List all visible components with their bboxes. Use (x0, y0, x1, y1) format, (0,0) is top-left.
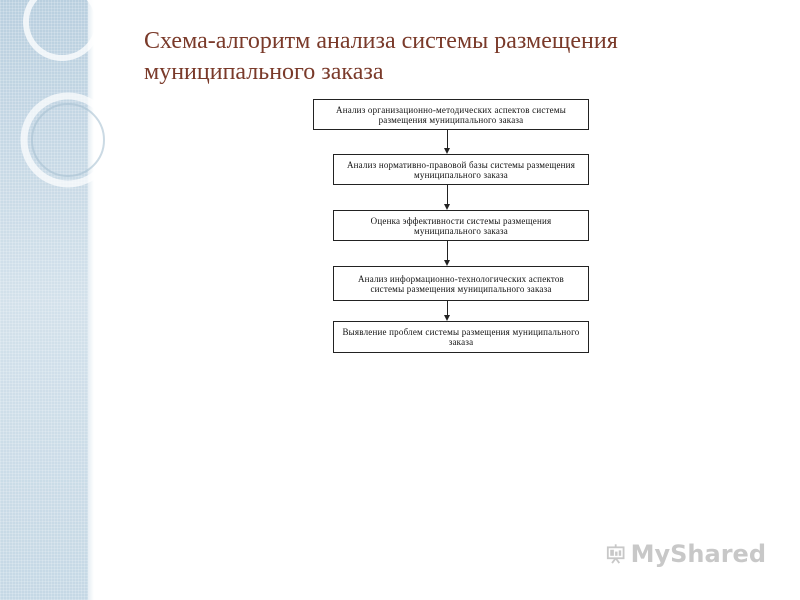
watermark-logo (606, 536, 766, 572)
flowchart-step-4: Анализ информационно-технологических аспектов системы размещения муниципального заказа (333, 266, 589, 301)
watermark-text: MyShared (630, 540, 766, 568)
flowchart-step-5: Выявление проблем системы размещения муниципального заказа (333, 321, 589, 353)
connector-line (447, 130, 448, 148)
connector-line (447, 241, 448, 260)
slide-title: Схема-алгоритм анализа системы размещения муниципального заказа (144, 28, 618, 85)
connector-line (447, 185, 448, 204)
connector-line (447, 301, 448, 315)
flowchart-step-3: Оценка эффективности системы размещения муниципального заказа (333, 210, 589, 241)
flowchart-step-2: Анализ нормативно-правовой базы системы размещения муниципального заказа (333, 154, 589, 185)
flowchart-step-1: Анализ организационно-методических аспектов системы размещения муниципального заказа (313, 99, 589, 130)
presentation-board-icon (606, 537, 627, 571)
